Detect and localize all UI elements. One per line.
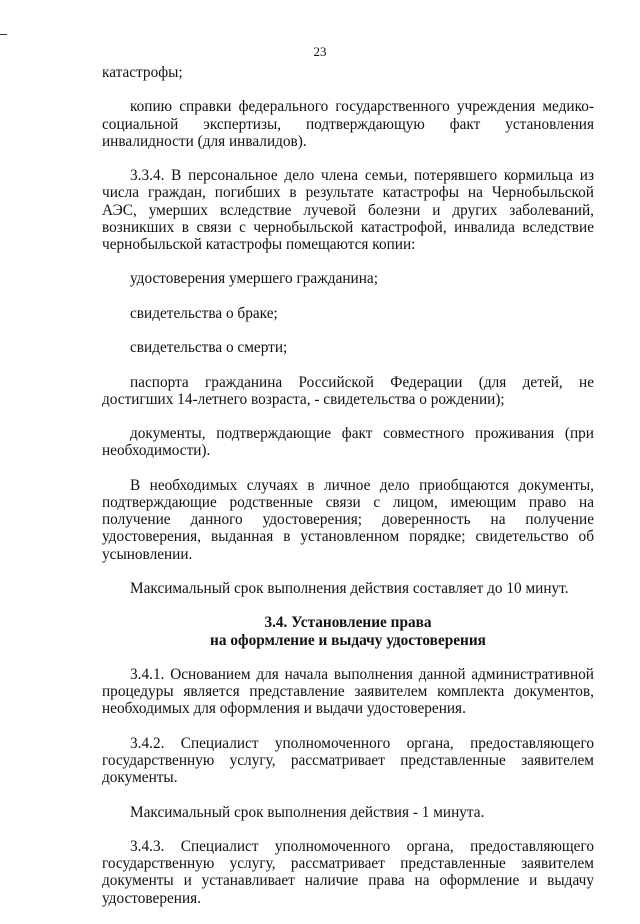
paragraph: 3.3.4. В персональное дело члена семьи, потерявшего кормильца из числа граждан, погибших в результате катастрофы на Чернобыльской АЭС, умерших вследствие лучевой болезни и других заболеваний, возникших в связи с чернобыльской катастрофой, инвалида вследствие чернобыльской катастрофы помещаются копии:	[102, 167, 594, 253]
paragraph: 3.4.3. Специалист уполномоченного органа, предоставляющего государственную услугу, рассматривает представленные заявителем документы и устанавливает наличие права на оформление и выдачу удостоверения.	[102, 837, 594, 907]
paragraph: копию справки федерального государственного учреждения медико-социальной экспертизы, подтверждающую факт установления инвалидности (для инвалидов).	[102, 98, 594, 150]
list-item: паспорта гражданина Российской Федерации (для детей, не достигших 14-летнего возраста, - свидетельства о рождении);	[102, 373, 594, 408]
section-heading-line: на оформление и выдачу удостоверения	[210, 631, 486, 649]
paragraph: Максимальный срок выполнения действия - 1 минута.	[130, 803, 485, 821]
paragraph: 3.4.2. Специалист уполномоченного органа, предоставляющего государственную услугу, рассматривает представленные заявителем документы.	[102, 734, 594, 787]
section-heading	[102, 614, 594, 648]
paragraph: Максимальный срок выполнения действия составляет до 10 минут.	[130, 579, 569, 597]
paragraph: В необходимых случаях в личное дело приобщаются документы, подтверждающие родственные связи с лицом, имеющим право на получение данного удостоверения; доверенность на получение удостоверения, выданная в установленном порядке; свидетельство об усыновлении.	[102, 476, 594, 563]
page-number: 23	[313, 44, 327, 59]
page-edge-mark	[0, 34, 7, 35]
list-item: документы, подтверждающие факт совместного проживания (при необходимости).	[102, 425, 594, 460]
list-item: свидетельства о смерти;	[130, 339, 288, 357]
paragraph: катастрофы;	[102, 64, 183, 81]
list-item: свидетельства о браке;	[130, 304, 278, 322]
list-item: удостоверения умершего гражданина;	[130, 270, 378, 288]
section-heading-line: 3.4. Установление права	[264, 614, 432, 632]
paragraph: 3.4.1. Основанием для начала выполнения данной административной процедуры является представление заявителем комплекта документов, необходимых для оформления и выдачи удостоверения.	[102, 665, 594, 718]
document-body	[102, 64, 594, 924]
